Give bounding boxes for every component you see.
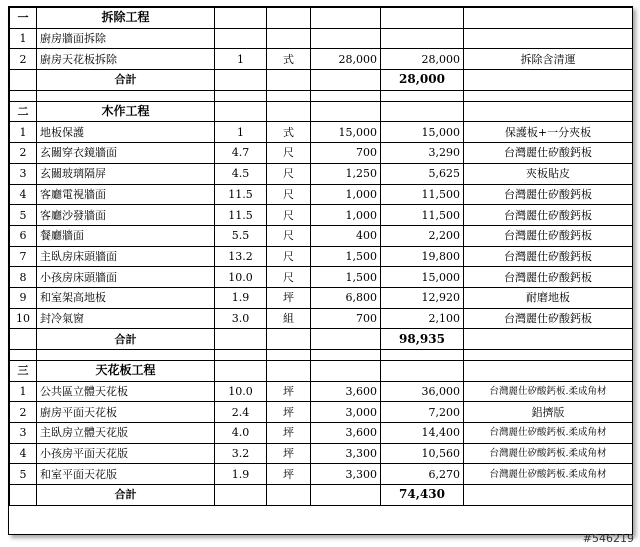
item-name: 封冷氣窗 <box>37 308 215 329</box>
quantity: 5.5 <box>215 225 267 246</box>
table-row <box>10 267 633 288</box>
empty-cell <box>464 70 633 91</box>
note: 拆除含清運 <box>464 49 633 70</box>
empty-cell <box>267 101 311 122</box>
unit: 尺 <box>267 184 311 205</box>
row-number: 4 <box>10 184 37 205</box>
empty-cell <box>10 329 37 350</box>
row-number: 3 <box>10 423 37 444</box>
note: 台灣麗仕矽酸鈣板 <box>464 308 633 329</box>
row-number: 5 <box>10 464 37 485</box>
table-row <box>10 287 633 308</box>
empty-cell <box>311 485 381 506</box>
blank-row <box>10 90 633 101</box>
item-name: 廚房牆面拆除 <box>37 28 215 49</box>
unit-price: 3,300 <box>311 464 381 485</box>
note: 台灣麗仕矽酸鈣板.柔成角材 <box>464 464 633 485</box>
empty-cell <box>37 90 215 101</box>
quantity: 4.7 <box>215 143 267 164</box>
empty-cell <box>464 361 633 382</box>
empty-cell <box>37 350 215 361</box>
table-row <box>10 464 633 485</box>
subtotal-label: 合計 <box>37 485 215 506</box>
subtotal-row <box>10 70 633 91</box>
unit: 坪 <box>267 423 311 444</box>
empty-cell <box>464 329 633 350</box>
section-number: 二 <box>10 101 37 122</box>
empty-cell <box>311 8 381 29</box>
empty-cell <box>464 8 633 29</box>
empty-cell <box>311 90 381 101</box>
quantity: 11.5 <box>215 205 267 226</box>
unit-price: 1,000 <box>311 205 381 226</box>
unit-price: 6,800 <box>311 287 381 308</box>
section-header-row <box>10 101 633 122</box>
empty-cell <box>381 90 464 101</box>
subtotal-amount: 74,430 <box>381 485 464 506</box>
unit-price: 28,000 <box>311 49 381 70</box>
table-row <box>10 163 633 184</box>
empty-cell <box>311 361 381 382</box>
empty-cell <box>215 361 267 382</box>
unit-price: 400 <box>311 225 381 246</box>
empty-cell <box>215 90 267 101</box>
empty-cell <box>381 8 464 29</box>
note: 台灣麗仕矽酸鈣板 <box>464 267 633 288</box>
unit: 尺 <box>267 143 311 164</box>
amount: 3,290 <box>381 143 464 164</box>
row-number: 1 <box>10 381 37 402</box>
note: 台灣麗仕矽酸鈣板.柔成角材 <box>464 381 633 402</box>
table-row <box>10 122 633 143</box>
item-name: 和室架高地板 <box>37 287 215 308</box>
table-row <box>10 28 633 49</box>
note: 耐磨地板 <box>464 287 633 308</box>
amount: 14,400 <box>381 423 464 444</box>
table-row <box>10 49 633 70</box>
table-row <box>10 225 633 246</box>
item-name: 玄關穿衣鏡牆面 <box>37 143 215 164</box>
unit-price: 15,000 <box>311 122 381 143</box>
quantity: 1.9 <box>215 464 267 485</box>
item-name: 客廳沙發牆面 <box>37 205 215 226</box>
table-row <box>10 423 633 444</box>
subtotal-amount: 28,000 <box>381 70 464 91</box>
unit: 尺 <box>267 163 311 184</box>
empty-cell <box>311 329 381 350</box>
empty-cell <box>267 329 311 350</box>
table-row <box>10 402 633 423</box>
unit: 坪 <box>267 443 311 464</box>
unit-price: 3,000 <box>311 402 381 423</box>
empty-cell <box>10 350 37 361</box>
item-name: 廚房天花板拆除 <box>37 49 215 70</box>
quantity: 11.5 <box>215 184 267 205</box>
empty-cell <box>311 70 381 91</box>
item-name: 地板保護 <box>37 122 215 143</box>
unit: 式 <box>267 49 311 70</box>
item-name: 客廳電視牆面 <box>37 184 215 205</box>
unit-price: 700 <box>311 308 381 329</box>
empty-cell <box>10 70 37 91</box>
empty-cell <box>311 101 381 122</box>
unit-price: 1,500 <box>311 267 381 288</box>
note: 台灣麗仕矽酸鈣板 <box>464 143 633 164</box>
unit-price: 1,250 <box>311 163 381 184</box>
table-row <box>10 381 633 402</box>
unit: 尺 <box>267 267 311 288</box>
note <box>464 28 633 49</box>
amount: 7,200 <box>381 402 464 423</box>
note: 台灣麗仕矽酸鈣板.柔成角材 <box>464 443 633 464</box>
quotation-table-body <box>10 8 633 506</box>
row-number: 6 <box>10 225 37 246</box>
item-name: 小孩房平面天花版 <box>37 443 215 464</box>
item-name: 主臥房立體天花版 <box>37 423 215 444</box>
unit: 坪 <box>267 381 311 402</box>
empty-cell <box>267 8 311 29</box>
empty-cell <box>381 361 464 382</box>
amount: 19,800 <box>381 246 464 267</box>
unit: 坪 <box>267 287 311 308</box>
empty-cell <box>267 350 311 361</box>
empty-cell <box>215 350 267 361</box>
amount: 11,500 <box>381 184 464 205</box>
unit-price: 3,300 <box>311 443 381 464</box>
quantity: 3.0 <box>215 308 267 329</box>
empty-cell <box>10 485 37 506</box>
watermark-id: #546219 <box>582 532 634 545</box>
row-number: 1 <box>10 122 37 143</box>
amount: 10,560 <box>381 443 464 464</box>
row-number: 2 <box>10 143 37 164</box>
unit <box>267 28 311 49</box>
quotation-table <box>9 7 633 506</box>
item-name: 玄關玻璃隔屏 <box>37 163 215 184</box>
row-number: 8 <box>10 267 37 288</box>
table-row <box>10 184 633 205</box>
unit-price: 3,600 <box>311 423 381 444</box>
subtotal-row <box>10 485 633 506</box>
amount <box>381 28 464 49</box>
row-number: 3 <box>10 163 37 184</box>
unit: 坪 <box>267 464 311 485</box>
amount: 11,500 <box>381 205 464 226</box>
quantity: 2.4 <box>215 402 267 423</box>
note: 夾板貼皮 <box>464 163 633 184</box>
table-row <box>10 143 633 164</box>
amount: 36,000 <box>381 381 464 402</box>
empty-cell <box>267 361 311 382</box>
quantity: 10.0 <box>215 267 267 288</box>
empty-cell <box>215 329 267 350</box>
table-row <box>10 443 633 464</box>
quantity: 4.0 <box>215 423 267 444</box>
row-number: 4 <box>10 443 37 464</box>
quantity: 13.2 <box>215 246 267 267</box>
empty-cell <box>267 90 311 101</box>
quantity: 3.2 <box>215 443 267 464</box>
quantity: 1 <box>215 122 267 143</box>
empty-cell <box>311 350 381 361</box>
amount: 2,100 <box>381 308 464 329</box>
empty-cell <box>215 8 267 29</box>
quotation-sheet <box>8 6 633 535</box>
unit-price: 1,500 <box>311 246 381 267</box>
subtotal-amount: 98,935 <box>381 329 464 350</box>
quantity: 1.9 <box>215 287 267 308</box>
amount: 28,000 <box>381 49 464 70</box>
section-number: 三 <box>10 361 37 382</box>
section-title: 拆除工程 <box>37 8 215 29</box>
amount: 15,000 <box>381 267 464 288</box>
section-header-row <box>10 8 633 29</box>
item-name: 小孩房床頭牆面 <box>37 267 215 288</box>
subtotal-label: 合計 <box>37 70 215 91</box>
note: 鋁擠版 <box>464 402 633 423</box>
subtotal-label: 合計 <box>37 329 215 350</box>
empty-cell <box>464 485 633 506</box>
quantity <box>215 28 267 49</box>
item-name: 餐廳牆面 <box>37 225 215 246</box>
row-number: 7 <box>10 246 37 267</box>
table-row <box>10 205 633 226</box>
item-name: 公共區立體天花板 <box>37 381 215 402</box>
empty-cell <box>464 101 633 122</box>
item-name: 和室平面天花版 <box>37 464 215 485</box>
note: 台灣麗仕矽酸鈣板 <box>464 225 633 246</box>
note: 台灣麗仕矽酸鈣板.柔成角材 <box>464 423 633 444</box>
note: 保護板+一分夾板 <box>464 122 633 143</box>
section-header-row <box>10 361 633 382</box>
row-number: 5 <box>10 205 37 226</box>
table-row <box>10 246 633 267</box>
empty-cell <box>381 101 464 122</box>
note: 台灣麗仕矽酸鈣板 <box>464 205 633 226</box>
row-number: 10 <box>10 308 37 329</box>
unit-price: 1,000 <box>311 184 381 205</box>
empty-cell <box>215 70 267 91</box>
amount: 15,000 <box>381 122 464 143</box>
empty-cell <box>464 350 633 361</box>
unit-price <box>311 28 381 49</box>
unit: 尺 <box>267 225 311 246</box>
section-title: 木作工程 <box>37 101 215 122</box>
unit: 尺 <box>267 246 311 267</box>
row-number: 1 <box>10 28 37 49</box>
row-number: 2 <box>10 49 37 70</box>
quantity: 10.0 <box>215 381 267 402</box>
empty-cell <box>215 101 267 122</box>
unit-price: 3,600 <box>311 381 381 402</box>
table-row <box>10 308 633 329</box>
empty-cell <box>267 70 311 91</box>
unit: 坪 <box>267 402 311 423</box>
row-number: 2 <box>10 402 37 423</box>
unit: 式 <box>267 122 311 143</box>
quantity: 1 <box>215 49 267 70</box>
section-number: 一 <box>10 8 37 29</box>
unit: 組 <box>267 308 311 329</box>
empty-cell <box>267 485 311 506</box>
amount: 5,625 <box>381 163 464 184</box>
amount: 2,200 <box>381 225 464 246</box>
empty-cell <box>464 90 633 101</box>
empty-cell <box>215 485 267 506</box>
item-name: 廚房平面天花板 <box>37 402 215 423</box>
amount: 6,270 <box>381 464 464 485</box>
empty-cell <box>381 350 464 361</box>
row-number: 9 <box>10 287 37 308</box>
quantity: 4.5 <box>215 163 267 184</box>
unit: 尺 <box>267 205 311 226</box>
note: 台灣麗仕矽酸鈣板 <box>464 246 633 267</box>
subtotal-row <box>10 329 633 350</box>
blank-row <box>10 350 633 361</box>
unit-price: 700 <box>311 143 381 164</box>
empty-cell <box>10 90 37 101</box>
section-title: 天花板工程 <box>37 361 215 382</box>
amount: 12,920 <box>381 287 464 308</box>
item-name: 主臥房床頭牆面 <box>37 246 215 267</box>
note: 台灣麗仕矽酸鈣板 <box>464 184 633 205</box>
